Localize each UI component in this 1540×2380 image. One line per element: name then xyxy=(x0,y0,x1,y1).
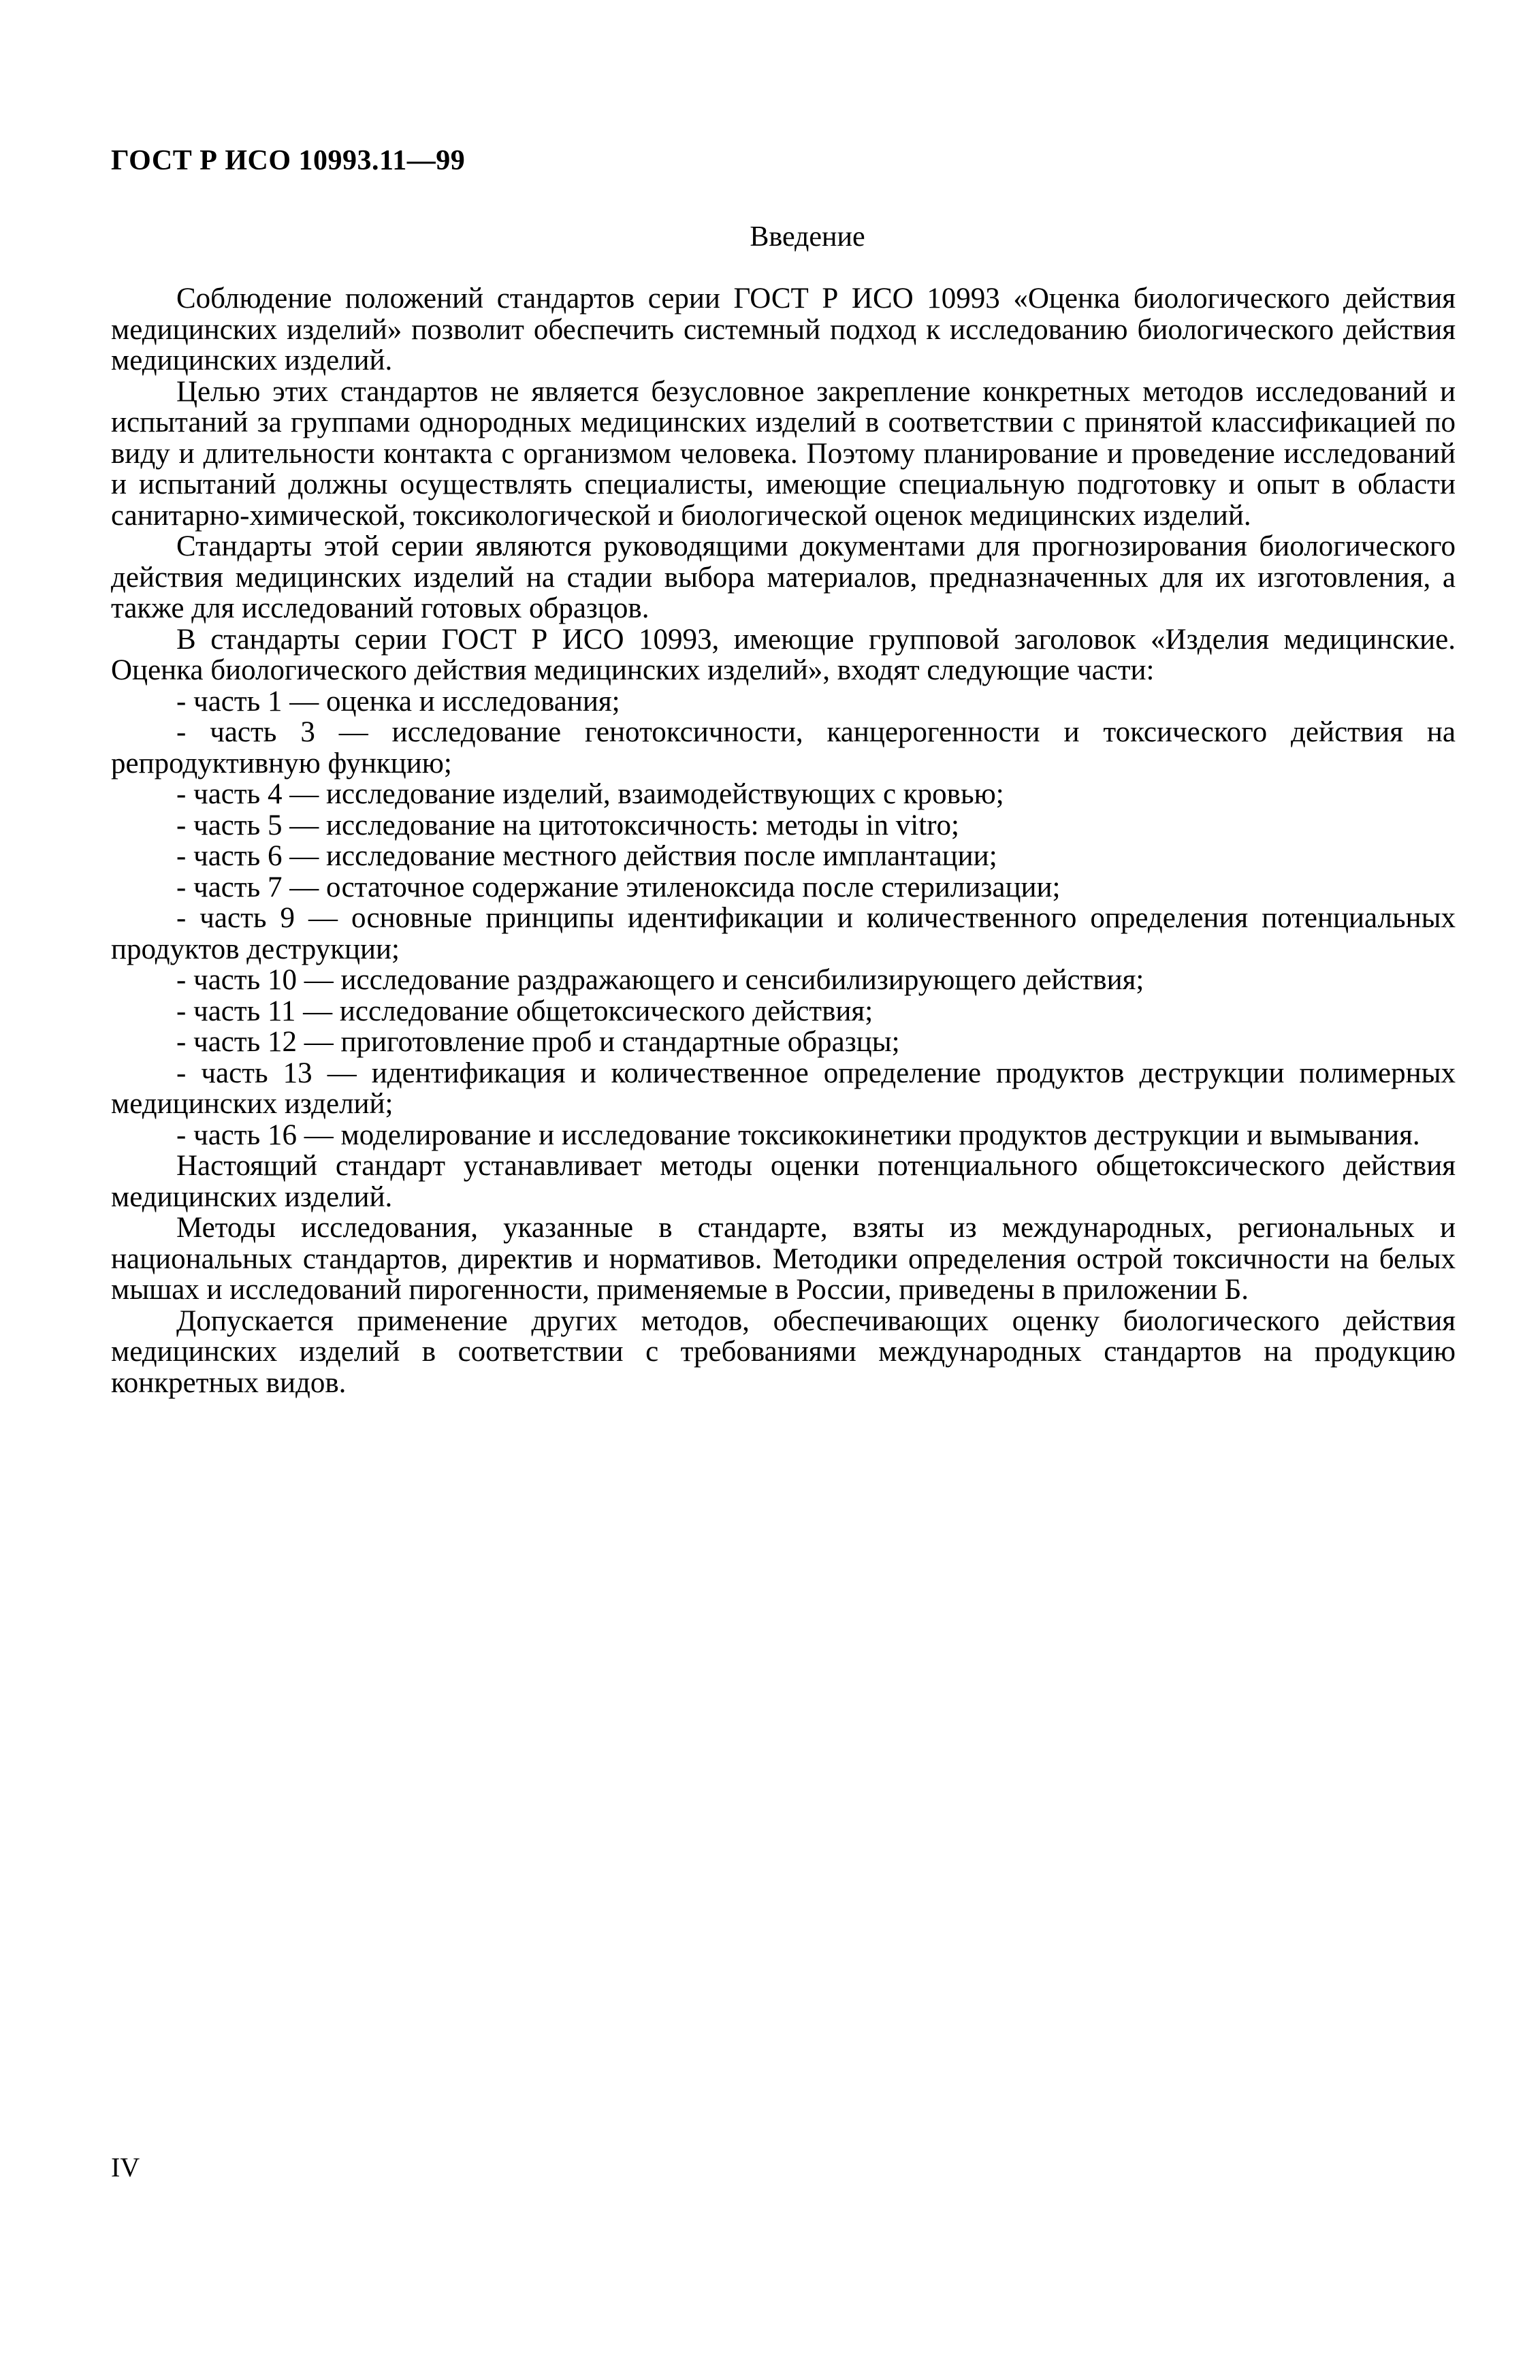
paragraph: Методы исследования, указанные в стандарте, взяты из международных, региональных и национальных стандартов, директив и нормативов. Методики определения острой токсичности на белых мышах и исследований пирогенности, применяемые в России, приведены в приложении Б. xyxy=(111,1212,1456,1306)
paragraph: Целью этих стандартов не является безусловное закрепление конкретных методов исследований и испытаний за группами однородных медицинских изделий в соответствии с принятой классификацией по виду и длительности контакта с организмом человека. Поэтому планирование и проведение исследований и испытаний должны осуществлять специалисты, имеющие специальную подготовку и опыт в области санитарно-химической, токсикологической и биологической оценок медицинских изделий. xyxy=(111,375,1456,532)
page-header: ГОСТ Р ИСО 10993.11—99 xyxy=(111,145,466,176)
document-body xyxy=(111,283,1456,1398)
list-item: - часть 12 — приготовление проб и стандартные образцы; xyxy=(176,1026,900,1058)
page-number: IV xyxy=(111,2152,140,2183)
list-item: - часть 9 — основные принципы идентификации и количественного определения потенциальных продуктов деструкции; xyxy=(111,902,1456,965)
list-item: - часть 3 — исследование генотоксичности, канцерогенности и токсического действия на репродуктивную функцию; xyxy=(111,716,1456,779)
paragraph: Стандарты этой серии являются руководящими документами для прогнозирования биологического действия медицинских изделий на стадии выбора материалов, предназначенных для их изготовления, а также для исследований готовых образцов. xyxy=(111,530,1456,624)
list-item: - часть 1 — оценка и исследования; xyxy=(176,685,620,718)
list-item: - часть 4 — исследование изделий, взаимодействующих с кровью; xyxy=(176,778,1004,810)
paragraph: В стандарты серии ГОСТ Р ИСО 10993, имеющие групповой заголовок «Изделия медицинские. Оценка биологического действия медицинских изделий», входят следующие части: xyxy=(111,623,1456,686)
paragraph: Допускается применение других методов, обеспечивающих оценку биологического действия медицинских изделий в соответствии с требованиями международных стандартов на продукцию конкретных видов. xyxy=(111,1304,1456,1399)
paragraph: Настоящий стандарт устанавливает методы оценки потенциального общетоксического действия медицинских изделий. xyxy=(111,1150,1456,1213)
list-item: - часть 16 — моделирование и исследование токсикокинетики продуктов деструкции и вымывания. xyxy=(176,1119,1420,1151)
list-item: - часть 7 — остаточное содержание этиленоксида после стерилизации; xyxy=(176,871,1061,903)
list-item: - часть 11 — исследование общетоксического действия; xyxy=(176,995,873,1027)
paragraph: Соблюдение положений стандартов серии ГОСТ Р ИСО 10993 «Оценка биологического действия медицинских изделий» позволит обеспечить системный подход к исследованию биологического действия медицинских изделий. xyxy=(111,283,1456,376)
section-title: Введение xyxy=(750,221,865,253)
list-item: - часть 6 — исследование местного действия после имплантации; xyxy=(176,840,997,872)
parts-list xyxy=(111,686,1456,1151)
list-item: - часть 10 — исследование раздражающего и сенсибилизирующего действия; xyxy=(176,964,1144,996)
list-item: - часть 5 — исследование на цитотоксичность: методы in vitro; xyxy=(176,809,959,841)
list-item: - часть 13 — идентификация и количественное определение продуктов деструкции полимерных медицинских изделий; xyxy=(111,1057,1456,1120)
